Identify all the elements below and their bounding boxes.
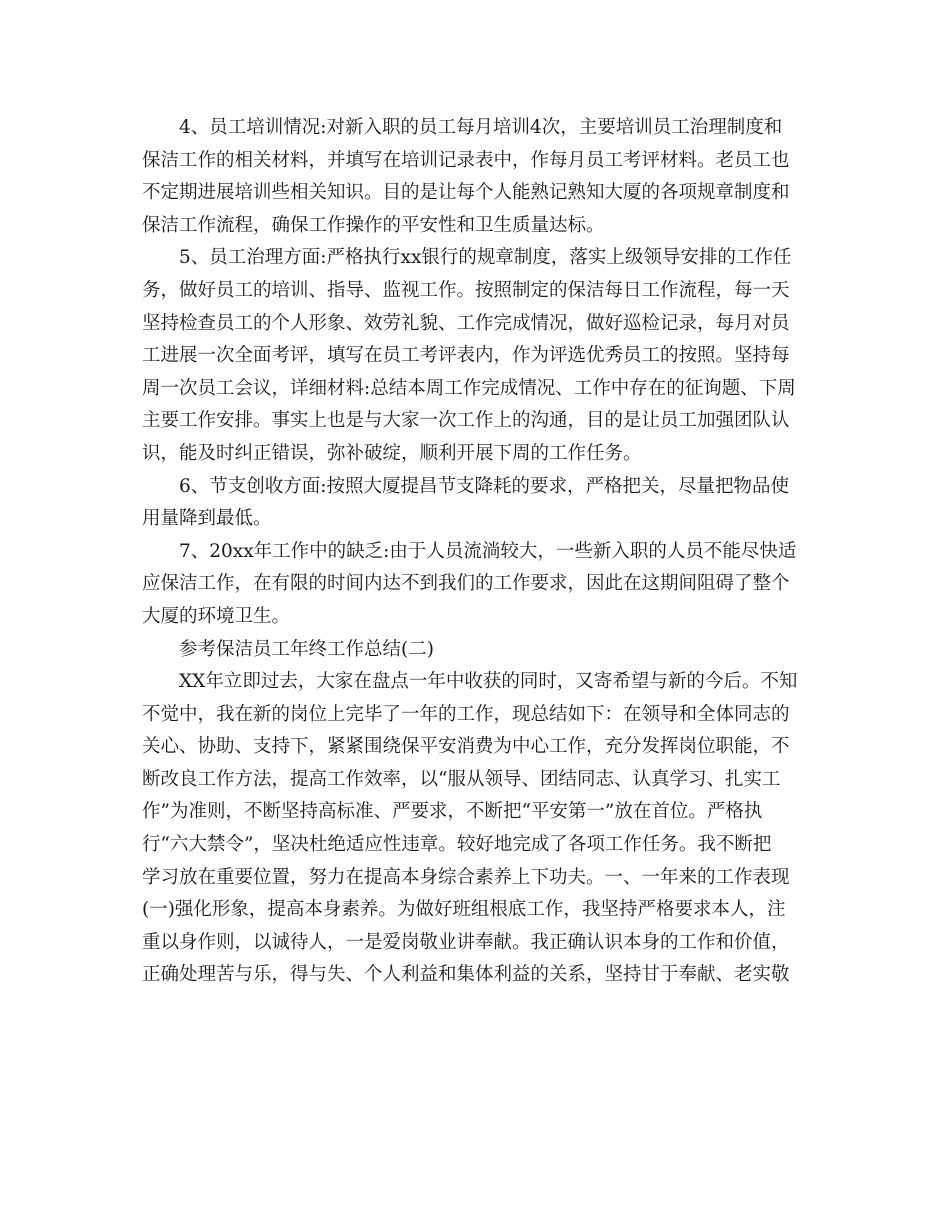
text-line: 关心、协助、支持下，紧紧围绕保平安消费为中心工作，充分发挥岗位职能，不: [142, 736, 790, 758]
text-line: 4、员工培训情况:对新入职的员工每月培训4次，主要培训员工治理制度和: [179, 117, 783, 138]
text-line: 作”为准则，不断坚持高标准、严要求，不断把“平安第一”放在首位。严格执: [142, 801, 763, 823]
document-body: [142, 112, 808, 992]
text-line: 不定期进展培训些相关知识。目的是让每个人能熟记熟知大厦的各项规章制度和: [142, 182, 790, 204]
text-line: 断改良工作方法，提高工作效率，以“服从领导、团结同志、认真学习、扎实工: [142, 768, 781, 790]
text-line: 周一次员工会议，详细材料:总结本周工作完成情况、工作中存在的征询题、下周: [142, 377, 796, 399]
text-line: 6、节支创收方面:按照大厦提昌节支降耗的要求，严格把关，尽量把物品使: [179, 475, 790, 497]
text-line: 7、20xx年工作中的缺乏:由于人员流淌较大，一些新入职的人员不能尽快适: [179, 540, 797, 562]
text-line: 工进展一次全面考评，填写在员工考评表内，作为评选优秀员工的按照。坚持每: [142, 345, 790, 367]
text-line: 应保洁工作，在有限的时间内达不到我们的工作要求，因此在这期间阻碍了整个: [142, 573, 790, 595]
text-line: 识，能及时纠正错误，弥补破绽，顺利开展下周的工作任务。: [142, 442, 642, 464]
text-line: 正确处理苦与乐，得与失、个人利益和集体利益的关系，坚持甘于奉献、老实敬: [142, 964, 790, 986]
text-line: 行“六大禁令”，坚决杜绝适应性违章。较好地完成了各项工作任务。我不断把: [142, 834, 772, 856]
text-line: 主要工作安排。事实上也是与大家一次工作上的沟通，目的是让员工加强团队认: [142, 410, 790, 432]
text-line: 不觉中，我在新的岗位上完毕了一年的工作，现总结如下：在领导和全体同志的: [142, 703, 790, 725]
text-line: 用量降到最低。: [142, 508, 272, 530]
text-line: (一)强化形象，提高本身素养。为做好班组根底工作，我坚持严格要求本人，注: [142, 899, 786, 921]
text-line: 务，做好员工的培训、指导、监视工作。按照制定的保洁每日工作流程，每一天: [142, 279, 790, 301]
text-line: 5、员工治理方面:严格执行xx银行的规章制度，落实上级领导安排的工作任: [179, 247, 792, 269]
text-line: 保洁工作的相关材料，并填写在培训记录表中，作每月员工考评材料。老员工也: [142, 149, 790, 171]
text-line: 参考保洁员工年终工作总结(二): [179, 638, 434, 660]
text-line: 保洁工作流程，确保工作操作的平安性和卫生质量达标。: [142, 214, 605, 236]
text-line: 大厦的环境卫生。: [142, 605, 291, 627]
text-line: 坚持检查员工的个人形象、效劳礼貌、工作完成情况，做好巡检记录，每月对员: [142, 312, 790, 334]
text-line: XX年立即过去，大家在盘点一年中收获的同时，又寄希望与新的今后。不知: [179, 671, 798, 693]
text-line: 重以身作则，以诚待人，一是爱岗敬业讲奉献。我正确认识本身的工作和价值，: [142, 931, 790, 953]
text-line: 学习放在重要位置，努力在提高本身综合素养上下功夫。一、一年来的工作表现: [142, 866, 790, 888]
